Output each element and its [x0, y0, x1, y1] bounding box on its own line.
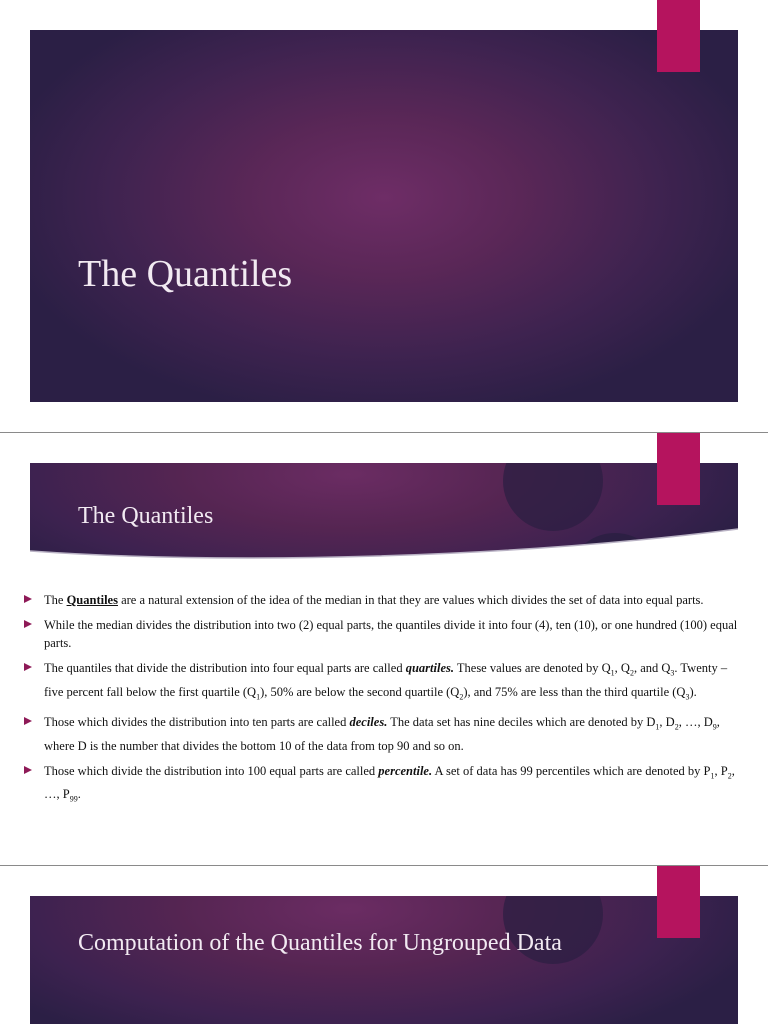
title-slide-banner	[30, 30, 738, 402]
slide-3-banner	[30, 896, 738, 1024]
accent-tab	[657, 433, 700, 505]
bullet-item: The Quantiles are a natural extension of the idea of the median in that they are values which divides the set of data into equal parts.	[24, 591, 744, 609]
bullet-item: While the median divides the distribution into two (2) equal parts, the quantiles divide it into four (4), ten (10), or one hundred (100) equal parts.	[24, 616, 744, 652]
decorative-circle	[503, 463, 603, 531]
bullet-list	[24, 591, 744, 816]
accent-tab	[657, 866, 700, 938]
bullet-item: The quantiles that divide the distribution into four equal parts are called quartiles. These values are denoted by $Q_1$, $Q_2$, and $Q_3$. Twenty – five percent fall below the first quartile $(Q_1)$, 50% are below the second quartile $(Q_2)$, and 75% are less than the third quartile $(Q_3)$.	[24, 659, 744, 706]
slide-2-title: The Quantiles	[78, 503, 214, 529]
bullet-arrow-icon	[24, 663, 32, 671]
banner-decoration	[30, 896, 738, 1024]
bullet-arrow-icon	[24, 595, 32, 603]
bullet-arrow-icon	[24, 717, 32, 725]
accent-tab	[657, 0, 700, 72]
bullet-arrow-icon	[24, 620, 32, 628]
slide-divider	[0, 432, 768, 433]
bullet-item: Those which divides the distribution into ten parts are called deciles. The data set has nine deciles which are denoted by $D_1$, $D_2$, …, $D_9$, where D is the number that divides the bottom 10 of the data from top 90 and so on.	[24, 713, 744, 755]
slide-1-title: The Quantiles	[78, 253, 293, 295]
slide-divider	[0, 865, 768, 866]
bullet-arrow-icon	[24, 766, 32, 774]
slide-3-title: Computation of the Quantiles for Ungrouped Data	[78, 930, 562, 956]
bullet-item: Those which divide the distribution into 100 equal parts are called percentile. A set of data has 99 percentiles which are denoted by $P_1$, $P_2$, …, $P_{99}$.	[24, 762, 744, 809]
